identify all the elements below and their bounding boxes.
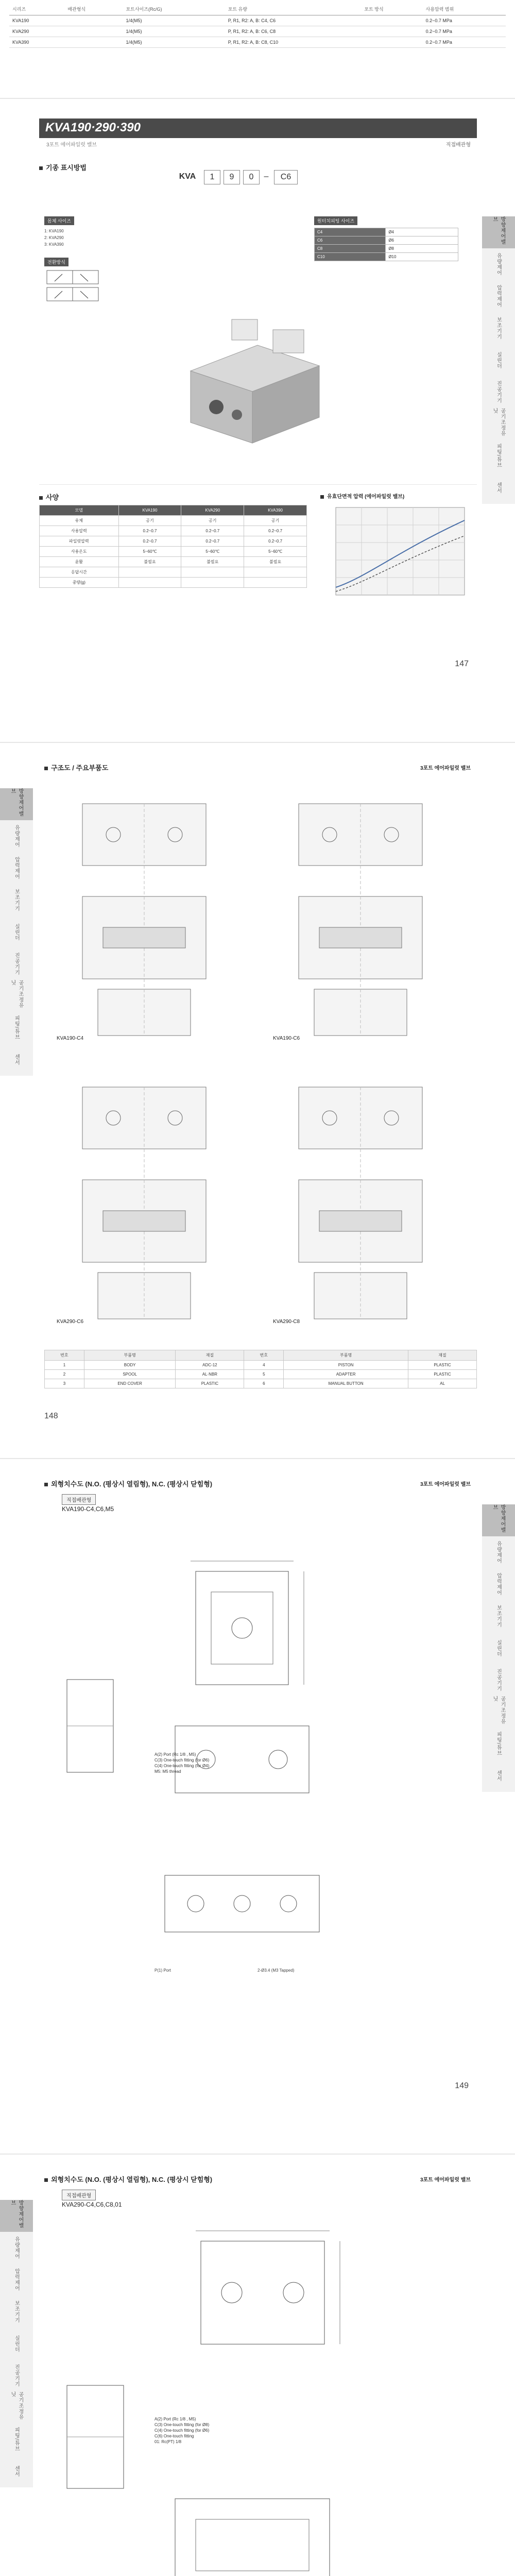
table-cell: 유체 xyxy=(40,516,119,526)
code-prefix: KVA xyxy=(175,170,200,183)
tab-vacuum[interactable]: 진공기기 xyxy=(482,376,515,409)
table-cell: END COVER xyxy=(84,1379,176,1388)
table-cell: Ø4 xyxy=(386,228,458,236)
page-type-label: 3포트 에어파일럿 밸브 xyxy=(420,2177,471,2183)
tab-flow-control[interactable]: 유량제어 xyxy=(482,1536,515,1569)
table-cell: 1/4(M5) xyxy=(123,26,225,37)
body-size-tag: 몸체 사이즈 xyxy=(44,216,74,225)
table-cell xyxy=(361,37,422,48)
dimension-drawing-bottom xyxy=(144,1855,350,1958)
table-row xyxy=(40,567,307,578)
table-cell: 5~60℃ xyxy=(244,547,307,557)
table-cell: 0.2~0.7 xyxy=(181,526,244,536)
side-tabs xyxy=(482,1504,515,1793)
body-size-list xyxy=(44,228,64,248)
order-section-heading: 기종 표시방법 xyxy=(39,162,87,172)
tab-pressure-control[interactable]: 압력제어 xyxy=(0,852,33,885)
table-cell: KVA290 xyxy=(9,26,64,37)
callout: C(6) One-touch fitting xyxy=(154,2434,194,2438)
diagram-label: KVA290-C6 xyxy=(57,1319,84,1325)
tab-fittings[interactable]: 피팅/튜브 xyxy=(0,1012,33,1044)
dimension-section-heading: 외형치수도 (N.O. (평상시 열림형), N.C. (평상시 닫힘형) xyxy=(44,2174,212,2184)
table-cell: 6 xyxy=(244,1379,284,1388)
callout: C(4) One-touch fitting (for Ø6) xyxy=(154,2428,210,2433)
callout-list xyxy=(154,2416,209,2445)
page-number: 148 xyxy=(44,1412,58,1420)
tab-flow-control[interactable]: 유량제어 xyxy=(0,2232,33,2264)
side-tabs xyxy=(0,2200,33,2488)
side-tabs xyxy=(0,788,33,1077)
table-cell: 0.2~0.7 xyxy=(244,536,307,547)
catalog-page-1 xyxy=(0,103,515,721)
table-cell: AL xyxy=(408,1379,477,1388)
tab-fittings[interactable]: 피팅/튜브 xyxy=(482,440,515,472)
table-cell: 4 xyxy=(244,1361,284,1370)
tab-cylinder[interactable]: 실린더 xyxy=(0,2328,33,2360)
table-cell: PLASTIC xyxy=(408,1361,477,1370)
dimension-drawing-side xyxy=(57,2375,139,2499)
piping-type-box: 직접배관형 xyxy=(62,2190,96,2200)
table-cell: 1/4(M5) xyxy=(123,15,225,26)
table-row xyxy=(40,547,307,557)
col-header: 부품명 xyxy=(284,1350,408,1361)
diagram-label: KVA190-C6 xyxy=(273,1036,300,1041)
dimension-drawing-side xyxy=(57,1669,129,1783)
table-cell: Ø10 xyxy=(386,253,458,261)
page-type-label: 3포트 에어파일럿 밸브 xyxy=(420,1482,471,1487)
callout: C(3) One-touch fitting (for Ø8) xyxy=(154,2422,210,2427)
table-row xyxy=(40,557,307,567)
tab-fittings[interactable]: 피팅/튜브 xyxy=(0,2424,33,2456)
table-cell: 0.2~0.7 xyxy=(244,526,307,536)
page-divider xyxy=(0,1458,515,1459)
table-row xyxy=(9,37,506,48)
tab-air-prep[interactable]: 공기조정유닛 xyxy=(482,408,515,440)
callout: M5: M5 thread xyxy=(154,1769,181,1774)
table-cell: Ø8 xyxy=(386,245,458,253)
page-title: KVA190·290·390 xyxy=(45,121,141,134)
flow-chart xyxy=(320,505,470,613)
page-number: 149 xyxy=(455,2081,469,2090)
switch-symbol-diagram xyxy=(44,268,106,304)
table-cell xyxy=(244,567,307,578)
table-cell: P, R1, R2: A, B: C4, C6 xyxy=(225,15,362,26)
tab-sensor[interactable]: 센서 xyxy=(482,1760,515,1792)
tab-cylinder[interactable]: 실린더 xyxy=(482,1632,515,1665)
fitting-size-table xyxy=(314,228,458,261)
page-type-label: 직접배관형 xyxy=(445,142,471,148)
dimension-drawing-top xyxy=(154,2221,371,2385)
table-cell: 5 xyxy=(244,1370,284,1379)
table-cell: 사용압력 xyxy=(40,526,119,536)
table-cell: KVA190 xyxy=(9,15,64,26)
table-cell: 사용온도 xyxy=(40,547,119,557)
callout: A(2) Port (Rc 1/8 , M5) xyxy=(154,1752,196,1757)
table-cell: 윤활 xyxy=(40,557,119,567)
code-size: 1 xyxy=(204,170,220,184)
page-divider xyxy=(0,98,515,99)
table-cell xyxy=(64,15,123,26)
tab-auxiliary[interactable]: 보조기기 xyxy=(0,884,33,917)
table-cell: PISTON xyxy=(284,1361,408,1370)
tab-vacuum[interactable]: 진공기기 xyxy=(0,2360,33,2392)
table-header-row xyxy=(9,3,506,15)
table-cell: 중량(g) xyxy=(40,578,119,588)
tab-vacuum[interactable]: 진공기기 xyxy=(482,1664,515,1697)
parts-table xyxy=(44,1350,477,1388)
table-cell: 3 xyxy=(45,1379,84,1388)
tab-pressure-control[interactable]: 압력제어 xyxy=(482,1568,515,1601)
diagram-label: KVA190-C4 xyxy=(57,1036,84,1041)
tab-flow-control[interactable]: 유량제어 xyxy=(0,820,33,853)
col-header: 사용압력 범위 xyxy=(423,3,506,15)
col-header: 시리즈 xyxy=(9,3,64,15)
tab-sensor[interactable]: 센서 xyxy=(0,2455,33,2488)
table-cell: C6 xyxy=(315,236,386,245)
dimension-section-heading: 외형치수도 (N.O. (평상시 열림형), N.C. (평상시 닫힘형) xyxy=(44,1479,212,1488)
table-row xyxy=(45,1379,477,1388)
table-cell: PLASTIC xyxy=(408,1370,477,1379)
table-cell: 파일럿압력 xyxy=(40,536,119,547)
piping-type-box: 직접배관형 xyxy=(62,1494,96,1505)
tab-direction-valve[interactable]: 방향제어밸브 xyxy=(482,1504,515,1537)
model-label: KVA190-C4,C6,M5 xyxy=(62,1505,114,1513)
table-row xyxy=(315,228,458,236)
table-cell xyxy=(181,567,244,578)
tab-air-prep[interactable]: 공기조정유닛 xyxy=(482,1696,515,1728)
col-header: 포트 유량 xyxy=(225,3,362,15)
table-row xyxy=(40,578,307,588)
page-divider xyxy=(0,742,515,743)
switch-type-tag: 전환방식 xyxy=(44,258,68,266)
table-row xyxy=(9,15,506,26)
code-dash: – xyxy=(262,170,271,183)
table-cell: PLASTIC xyxy=(176,1379,244,1388)
spec-table xyxy=(39,505,307,588)
table-cell: 불필요 xyxy=(118,557,181,567)
col-header: 번호 xyxy=(45,1350,84,1361)
tab-fittings[interactable]: 피팅/튜브 xyxy=(482,1728,515,1760)
table-cell: 불필요 xyxy=(181,557,244,567)
table-cell: SPOOL xyxy=(84,1370,176,1379)
tab-air-prep[interactable]: 공기조정유닛 xyxy=(0,980,33,1012)
table-cell: 0.2~0.7 MPa xyxy=(423,15,506,26)
tab-vacuum[interactable]: 진공기기 xyxy=(0,948,33,980)
col-header: 포트 방식 xyxy=(361,3,422,15)
callout: C(4) One-touch fitting (for Ø4) xyxy=(154,1764,210,1768)
flow-section-heading: 유효단면적 압력 (에어파일럿 밸브) xyxy=(320,492,404,500)
tap-label: 2-Ø3.4 (M3 Tapped) xyxy=(258,1968,295,1973)
col-header: 번호 xyxy=(244,1350,284,1361)
page-number: 147 xyxy=(455,659,469,668)
catalog-page-2 xyxy=(0,747,515,1443)
table-cell xyxy=(361,15,422,26)
table-cell: BODY xyxy=(84,1361,176,1370)
table-row xyxy=(40,526,307,536)
table-cell: 0.2~0.7 MPa xyxy=(423,37,506,48)
table-row xyxy=(40,516,307,526)
table-cell: 1/4(M5) xyxy=(123,37,225,48)
table-cell: 불필요 xyxy=(244,557,307,567)
table-row xyxy=(315,253,458,261)
page-subtitle: 3포트 에어파일럿 밸브 xyxy=(46,142,97,148)
tab-cylinder[interactable]: 실린더 xyxy=(0,916,33,948)
tab-direction-valve[interactable]: 방향제어밸브 xyxy=(482,216,515,249)
table-cell xyxy=(118,578,181,588)
dimension-drawing-front xyxy=(144,2488,360,2576)
callout: C(3) One-touch fitting (for Ø6) xyxy=(154,1758,210,1762)
product-photo xyxy=(170,309,340,464)
page-type-label: 3포트 에어파일럿 밸브 xyxy=(420,766,471,771)
tab-auxiliary[interactable]: 보조기기 xyxy=(482,1600,515,1633)
tab-pressure-control[interactable]: 압력제어 xyxy=(0,2264,33,2296)
tab-flow-control[interactable]: 유량제어 xyxy=(482,248,515,281)
title-bar xyxy=(39,118,477,138)
col-header: 모델 xyxy=(40,505,119,516)
tab-auxiliary[interactable]: 보조기기 xyxy=(0,2296,33,2328)
structure-diagram-3 xyxy=(52,1066,247,1334)
port-label: P(1) Port xyxy=(154,1968,171,1973)
col-header: 재질 xyxy=(408,1350,477,1361)
structure-diagram-4 xyxy=(268,1066,464,1334)
table-cell: C10 xyxy=(315,253,386,261)
list-item: 3: KVA390 xyxy=(44,242,64,247)
table-cell xyxy=(244,578,307,588)
tab-pressure-control[interactable]: 압력제어 xyxy=(482,280,515,313)
tab-direction-valve[interactable]: 방향제어밸브 xyxy=(0,788,33,821)
table-cell: 5~60℃ xyxy=(118,547,181,557)
table-row xyxy=(9,26,506,37)
fitting-size-tag: 원터치피팅 사이즈 xyxy=(314,216,357,225)
table-cell xyxy=(64,37,123,48)
code-fitting: C6 xyxy=(274,170,298,184)
table-cell: C4 xyxy=(315,228,386,236)
table-cell: C8 xyxy=(315,245,386,253)
table-cell: Ø6 xyxy=(386,236,458,245)
dimension-drawing-top xyxy=(134,1551,350,1819)
col-header: 포트사이즈(Rc/G) xyxy=(123,3,225,15)
table-row xyxy=(45,1361,477,1370)
col-header: 배관형식 xyxy=(64,3,123,15)
table-cell xyxy=(181,578,244,588)
table-cell: 공기 xyxy=(181,516,244,526)
table-header-row xyxy=(40,505,307,516)
table-row xyxy=(315,245,458,253)
table-cell: 공기 xyxy=(118,516,181,526)
table-cell: 1 xyxy=(45,1361,84,1370)
table-header-row xyxy=(45,1350,477,1361)
table-cell: ADC-12 xyxy=(176,1361,244,1370)
tab-sensor[interactable]: 센서 xyxy=(482,472,515,504)
table-cell: P, R1, R2: A, B: C8, C10 xyxy=(225,37,362,48)
col-header: 부품명 xyxy=(84,1350,176,1361)
table-row xyxy=(45,1370,477,1379)
table-cell: KVA390 xyxy=(9,37,64,48)
table-cell: 응답시간 xyxy=(40,567,119,578)
callout: 01: Rc(PT) 1/8 xyxy=(154,2439,182,2444)
table-cell: 5~60℃ xyxy=(181,547,244,557)
table-cell: AL·NBR xyxy=(176,1370,244,1379)
table-row xyxy=(40,536,307,547)
spec-section-heading: 사양 xyxy=(39,492,59,502)
callout: A(2) Port (Rc 1/8 , M5) xyxy=(154,2417,196,2421)
table-cell: 0.2~0.7 xyxy=(181,536,244,547)
page-divider xyxy=(0,2154,515,2155)
tab-air-prep[interactable]: 공기조정유닛 xyxy=(0,2392,33,2424)
col-header: KVA390 xyxy=(244,505,307,516)
table-cell: 0.2~0.7 MPa xyxy=(423,26,506,37)
structure-diagram-1 xyxy=(52,783,247,1051)
tab-auxiliary[interactable]: 보조기기 xyxy=(482,312,515,345)
table-cell xyxy=(64,26,123,37)
top-spec-table xyxy=(9,3,506,48)
callout-list xyxy=(154,1752,209,1774)
tab-cylinder[interactable]: 실린더 xyxy=(482,344,515,377)
table-cell xyxy=(361,26,422,37)
code-series: 9 xyxy=(224,170,240,184)
structure-diagram-2 xyxy=(268,783,464,1051)
col-header: 재질 xyxy=(176,1350,244,1361)
code-switch: 0 xyxy=(243,170,260,184)
table-cell: P, R1, R2: A, B: C6, C8 xyxy=(225,26,362,37)
side-tabs xyxy=(482,216,515,505)
table-cell: 2 xyxy=(45,1370,84,1379)
diagram-label: KVA290-C8 xyxy=(273,1319,300,1325)
list-item: 2: KVA290 xyxy=(44,235,64,240)
col-header: KVA290 xyxy=(181,505,244,516)
col-header: KVA190 xyxy=(118,505,181,516)
model-label: KVA290-C4,C6,C8,01 xyxy=(62,2201,122,2208)
tab-direction-valve[interactable]: 방향제어밸브 xyxy=(0,2200,33,2232)
table-cell xyxy=(118,567,181,578)
table-row xyxy=(315,236,458,245)
table-cell: MANUAL BUTTON xyxy=(284,1379,408,1388)
catalog-page-4 xyxy=(0,2159,515,2576)
table-cell: 0.2~0.7 xyxy=(118,536,181,547)
table-cell: 공기 xyxy=(244,516,307,526)
structure-section-heading: 구조도 / 주요부품도 xyxy=(44,762,108,772)
list-item: 1: KVA190 xyxy=(44,229,64,233)
divider xyxy=(39,484,477,485)
table-cell: 0.2~0.7 xyxy=(118,526,181,536)
tab-sensor[interactable]: 센서 xyxy=(0,1044,33,1076)
table-cell: ADAPTER xyxy=(284,1370,408,1379)
catalog-page-3 xyxy=(0,1463,515,2184)
